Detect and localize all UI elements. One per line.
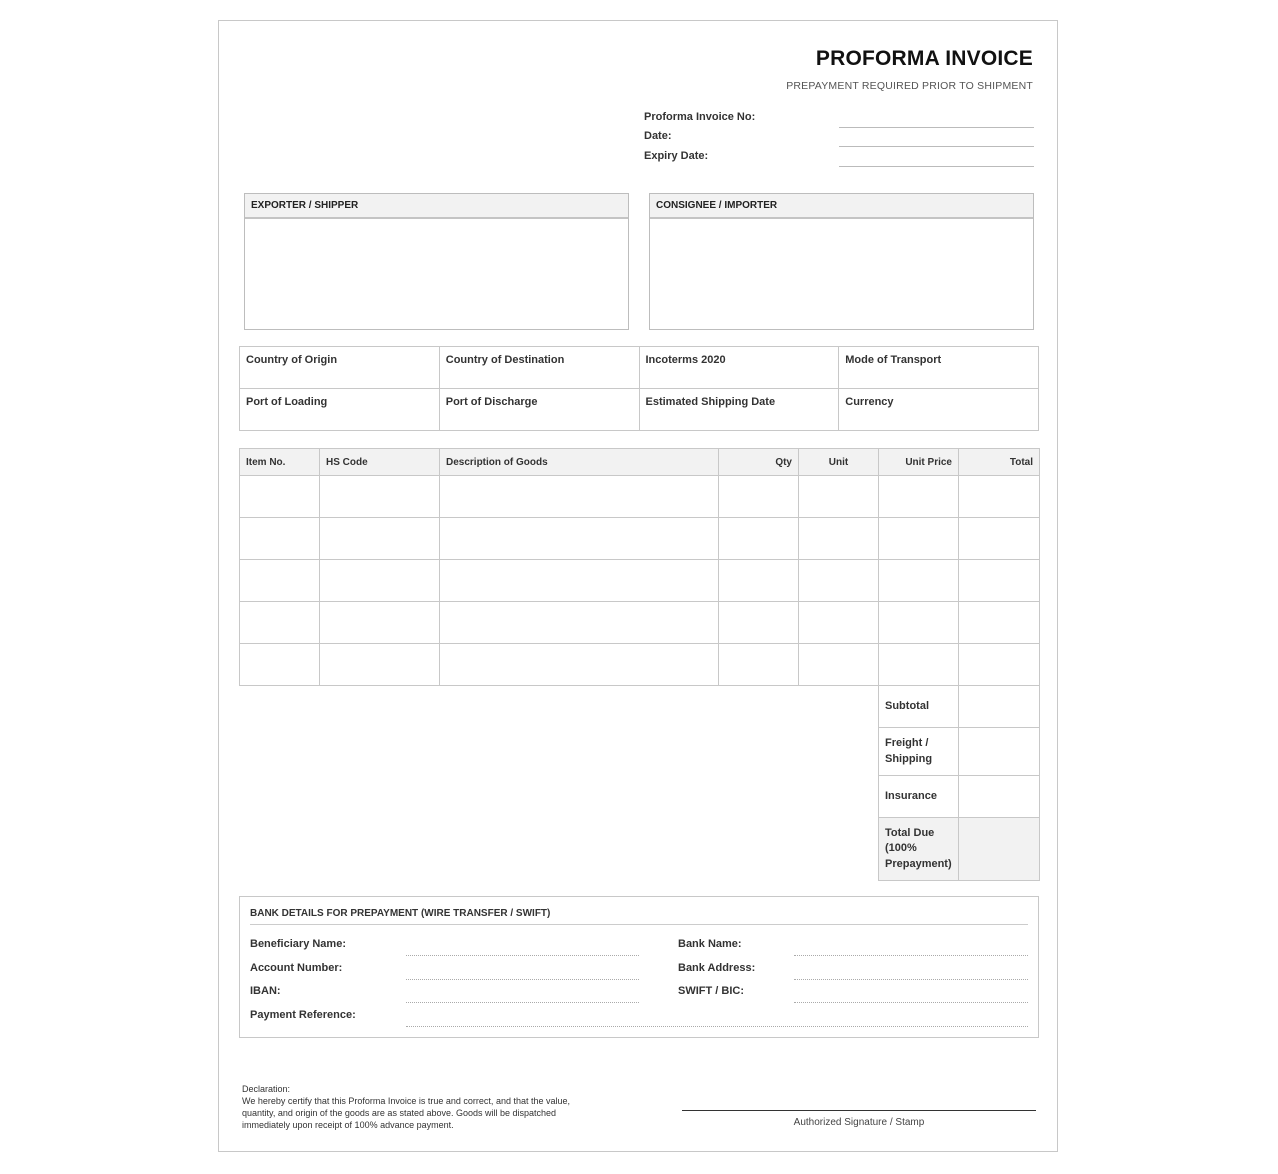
item-cell[interactable] [440,518,719,560]
column-item-no: Item No. [240,449,320,476]
item-cell[interactable] [440,476,719,518]
country-of-destination-cell[interactable]: Country of Destination [439,347,639,389]
beneficiary-name-field[interactable] [406,955,639,956]
insurance-value[interactable] [959,776,1040,818]
signature-label: Authorized Signature / Stamp [793,1117,925,1128]
port-of-loading-cell[interactable]: Port of Loading [240,389,440,431]
item-cell[interactable] [320,476,440,518]
mode-of-transport-cell[interactable]: Mode of Transport [839,347,1039,389]
item-cell[interactable] [240,644,320,686]
bank-details-section [239,896,1039,1038]
date-field[interactable] [839,146,1034,147]
expiry-date-field[interactable] [839,166,1034,167]
item-cell[interactable] [440,644,719,686]
exporter-box[interactable] [244,193,629,330]
invoice-number-label: Proforma Invoice No: [644,111,756,123]
item-cell[interactable] [799,644,879,686]
item-cell[interactable] [959,644,1040,686]
freight-label: Freight / Shipping [879,728,959,776]
subtotal-label: Subtotal [879,686,959,728]
swift-bic-label: SWIFT / BIC: [678,985,744,997]
declaration-text: We hereby certify that this Proforma Invoice is true and correct, and that the value, quantity, and origin of the goods are as stated above. Goods will be dispatched immediately upon receipt of 100% advance payment. [242,1096,570,1130]
currency-cell[interactable]: Currency [839,389,1039,431]
incoterms-cell[interactable]: Incoterms 2020 [639,347,839,389]
item-cell[interactable] [879,560,959,602]
column-hs-code: HS Code [320,449,440,476]
estimated-shipping-date-cell[interactable]: Estimated Shipping Date [639,389,839,431]
item-cell[interactable] [879,518,959,560]
item-cell[interactable] [959,518,1040,560]
bank-address-label: Bank Address: [678,962,756,974]
item-cell[interactable] [240,560,320,602]
payment-reference-label: Payment Reference: [250,1009,356,1021]
account-number-field[interactable] [406,979,639,980]
item-cell[interactable] [719,602,799,644]
insurance-label: Insurance [879,776,959,818]
item-cell[interactable] [799,518,879,560]
bank-name-label: Bank Name: [678,938,742,950]
item-cell[interactable] [799,476,879,518]
item-cell[interactable] [719,518,799,560]
total-due-label: Total Due (100% Prepayment) [879,818,959,881]
item-cell[interactable] [879,644,959,686]
item-cell[interactable] [879,602,959,644]
subtotal-value[interactable] [959,686,1040,728]
table-row [240,518,1040,560]
column-unit-price: Unit Price [879,449,959,476]
item-cell[interactable] [719,476,799,518]
item-cell[interactable] [959,560,1040,602]
item-cell[interactable] [240,602,320,644]
column-description: Description of Goods [440,449,719,476]
iban-label: IBAN: [250,985,281,997]
item-cell[interactable] [320,518,440,560]
items-table [239,448,1040,686]
declaration [242,1083,582,1131]
item-cell[interactable] [320,560,440,602]
invoice-number-field[interactable] [839,127,1034,128]
column-qty: Qty [719,449,799,476]
consignee-heading: CONSIGNEE / IMPORTER [650,194,1033,219]
beneficiary-name-label: Beneficiary Name: [250,938,346,950]
item-cell[interactable] [240,476,320,518]
totals-table [878,685,1040,881]
item-cell[interactable] [959,602,1040,644]
table-row [240,476,1040,518]
country-of-origin-cell[interactable]: Country of Origin [240,347,440,389]
freight-value[interactable] [959,728,1040,776]
item-cell[interactable] [879,476,959,518]
invoice-page [218,20,1058,1152]
column-total: Total [959,449,1040,476]
item-cell[interactable] [440,602,719,644]
total-due-value[interactable] [959,818,1040,881]
table-row [240,560,1040,602]
exporter-heading: EXPORTER / SHIPPER [245,194,628,219]
date-label: Date: [644,130,672,142]
table-row [240,602,1040,644]
item-cell[interactable] [320,602,440,644]
payment-reference-field[interactable] [406,1026,1028,1027]
bank-address-field[interactable] [794,979,1028,980]
signature-line[interactable] [682,1110,1036,1111]
shipping-details-table [239,346,1039,431]
item-cell[interactable] [320,644,440,686]
document-title: PROFORMA INVOICE [815,47,1033,70]
declaration-heading: Declaration: [242,1084,291,1094]
item-cell[interactable] [719,560,799,602]
swift-bic-field[interactable] [794,1002,1028,1003]
account-number-label: Account Number: [250,962,343,974]
items-header-row [240,449,1040,476]
column-unit: Unit [799,449,879,476]
expiry-date-label: Expiry Date: [644,150,709,162]
bank-title-divider [250,924,1028,925]
bank-name-field[interactable] [794,955,1028,956]
table-row [240,644,1040,686]
bank-details-title: BANK DETAILS FOR PREPAYMENT (WIRE TRANSFER / SWIFT) [250,908,551,919]
iban-field[interactable] [406,1002,639,1003]
port-of-discharge-cell[interactable]: Port of Discharge [439,389,639,431]
consignee-box[interactable] [649,193,1034,330]
item-cell[interactable] [240,518,320,560]
item-cell[interactable] [440,560,719,602]
item-cell[interactable] [719,644,799,686]
item-cell[interactable] [799,602,879,644]
document-subtitle: PREPAYMENT REQUIRED PRIOR TO SHIPMENT [786,80,1033,92]
item-cell[interactable] [799,560,879,602]
item-cell[interactable] [959,476,1040,518]
